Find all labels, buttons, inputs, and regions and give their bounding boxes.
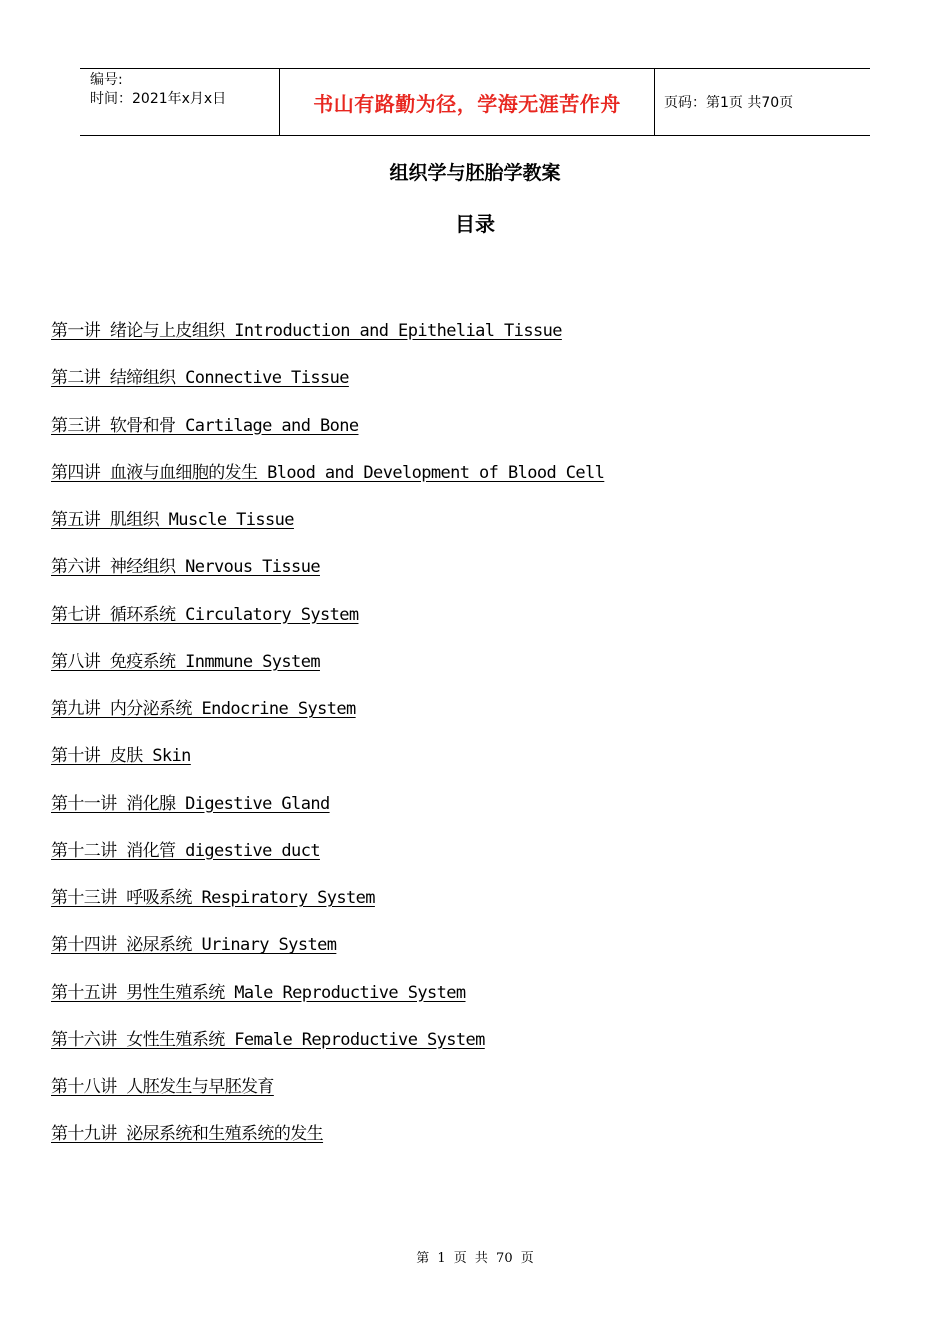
toc-link-lecture-8[interactable]: 第八讲 免疫系统 Inmmune System	[51, 651, 320, 672]
time-label: 时间：2021年x月x日	[90, 91, 227, 107]
toc-item	[51, 318, 604, 365]
toc-link-lecture-3[interactable]: 第三讲 软骨和骨 Cartilage and Bone	[51, 415, 359, 436]
toc-item	[51, 980, 604, 1027]
toc-item	[51, 1121, 604, 1168]
toc-link-lecture-7[interactable]: 第七讲 循环系统 Circulatory System	[51, 604, 359, 625]
toc-item	[51, 413, 604, 460]
document-title: 组织学与胚胎学教案	[389, 162, 561, 184]
toc-item	[51, 649, 604, 696]
toc-link-lecture-11[interactable]: 第十一讲 消化腺 Digestive Gland	[51, 793, 330, 814]
toc-link-lecture-13[interactable]: 第十三讲 呼吸系统 Respiratory System	[51, 888, 375, 908]
toc-link-lecture-14[interactable]: 第十四讲 泌尿系统 Urinary System	[51, 935, 337, 956]
toc-link-lecture-18[interactable]: 第十八讲 人胚发生与早胚发育	[51, 1077, 274, 1097]
table-of-contents	[51, 318, 604, 1169]
toc-link-lecture-1[interactable]: 第一讲 绪论与上皮组织 Introduction and Epithelial Tissue	[51, 321, 562, 341]
page-footer: 第 1 页 共 70 页	[416, 1251, 534, 1266]
toc-heading: 目录	[455, 212, 495, 236]
toc-link-lecture-6[interactable]: 第六讲 神经组织 Nervous Tissue	[51, 557, 320, 578]
number-label: 编号:	[90, 72, 123, 88]
toc-item	[51, 460, 604, 507]
toc-item	[51, 743, 604, 790]
toc-item	[51, 1074, 604, 1121]
toc-item	[51, 365, 604, 412]
header-motto: 书山有路勤为径，学海无涯苦作舟	[280, 69, 655, 135]
header-page-info: 页码：第1页 共70页	[664, 95, 794, 111]
toc-link-lecture-9[interactable]: 第九讲 内分泌系统 Endocrine System	[51, 699, 356, 719]
toc-link-lecture-5[interactable]: 第五讲 肌组织 Muscle Tissue	[51, 510, 294, 530]
toc-item	[51, 1027, 604, 1074]
toc-link-lecture-16[interactable]: 第十六讲 女性生殖系统 Female Reproductive System	[51, 1029, 485, 1050]
toc-link-lecture-12[interactable]: 第十二讲 消化管 digestive duct	[51, 840, 320, 861]
toc-link-lecture-15[interactable]: 第十五讲 男性生殖系统 Male Reproductive System	[51, 982, 466, 1003]
toc-item	[51, 602, 604, 649]
toc-item	[51, 696, 604, 743]
toc-item	[51, 554, 604, 601]
toc-item	[51, 885, 604, 932]
toc-link-lecture-19[interactable]: 第十九讲 泌尿系统和生殖系统的发生	[51, 1124, 324, 1145]
toc-item	[51, 507, 604, 554]
toc-item	[51, 791, 604, 838]
toc-link-lecture-10[interactable]: 第十讲 皮肤 Skin	[51, 746, 191, 767]
toc-link-lecture-4[interactable]: 第四讲 血液与血细胞的发生 Blood and Development of Blood Cell	[51, 462, 605, 483]
toc-item	[51, 932, 604, 979]
toc-link-lecture-2[interactable]: 第二讲 结缔组织 Connective Tissue	[51, 368, 349, 389]
document-header	[80, 68, 870, 136]
toc-item	[51, 838, 604, 885]
header-meta-cell	[80, 69, 280, 135]
